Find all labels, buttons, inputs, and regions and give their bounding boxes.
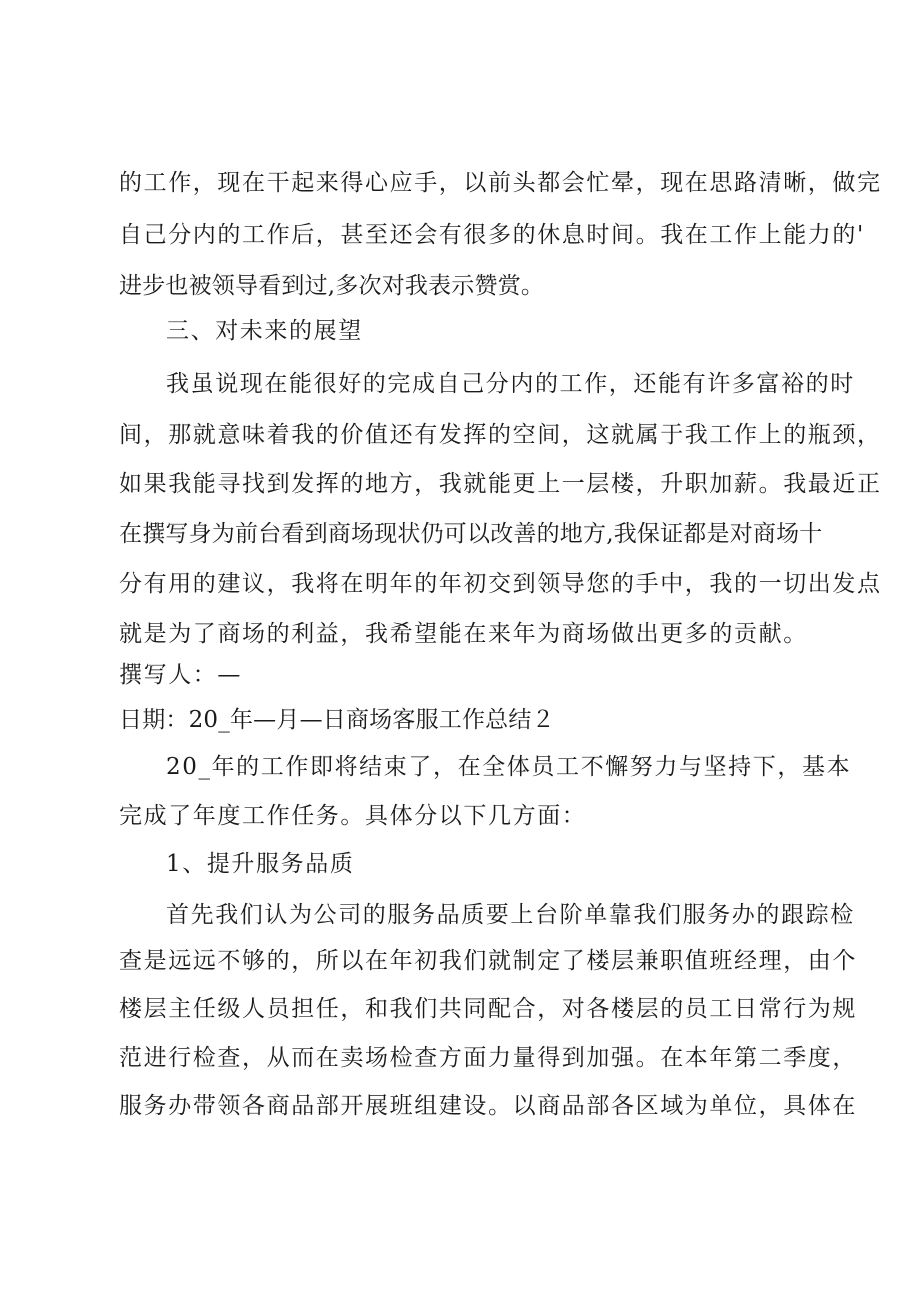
paragraph-line: 间，那就意味着我的价值还有发挥的空间，这就属于我工作上的瓶颈， — [119, 422, 882, 448]
paragraph-line: 首先我们认为公司的服务品质要上台阶单靠我们服务办的跟踪检 — [166, 902, 855, 928]
date-title-line: 日期：20_年—月—日商场客服工作总结２ — [119, 707, 555, 733]
paragraph-line: 范进行检查，从而在卖场检查方面力量得到加强。在本年第二季度， — [119, 1045, 857, 1071]
author-line: 撰写人：— — [119, 662, 242, 688]
paragraph-line: 楼层主任级人员担任，和我们共同配合，对各楼层的员工日常行为规 — [119, 996, 857, 1022]
paragraph-line: 分有用的建议，我将在明年的年初交到领导您的手中，我的一切出发点 — [119, 571, 882, 597]
paragraph-line: 20_年的工作即将结束了，在全体员工不懈努力与坚持下，基本 — [166, 754, 852, 780]
paragraph-line: 服务办带领各商品部开展班组建设。以商品部各区域为单位，具体在 — [119, 1093, 857, 1119]
paragraph-line: 如果我能寻找到发挥的地方，我就能更上一层楼，升职加薪。我最近正 — [119, 471, 882, 497]
section-heading: 三、对未来的展望 — [166, 318, 363, 344]
section-heading: 1、提升服务品质 — [166, 851, 355, 877]
paragraph-line: 的工作，现在干起来得心应手，以前头都会忙晕，现在思路清晰，做完 — [119, 170, 882, 196]
paragraph-line: 就是为了商场的利益，我希望能在来年为商场做出更多的贡献。 — [119, 621, 808, 647]
paragraph-line: 我虽说现在能很好的完成自己分内的工作，还能有许多富裕的时 — [166, 371, 855, 397]
paragraph-line: 在撰写身为前台看到商场现状仍可以改善的地方,我保证都是对商场十 — [119, 521, 823, 547]
paragraph-line: 查是远远不够的，所以在年初我们就制定了楼层兼职值班经理，由个 — [119, 948, 857, 974]
paragraph-line: 自己分内的工作后，甚至还会有很多的休息时间。我在工作上能力的' — [119, 222, 865, 248]
paragraph-line: 进步也被领导看到过,多次对我表示赞赏。 — [119, 273, 545, 299]
paragraph-line: 完成了年度工作任务。具体分以下几方面： — [119, 803, 587, 829]
